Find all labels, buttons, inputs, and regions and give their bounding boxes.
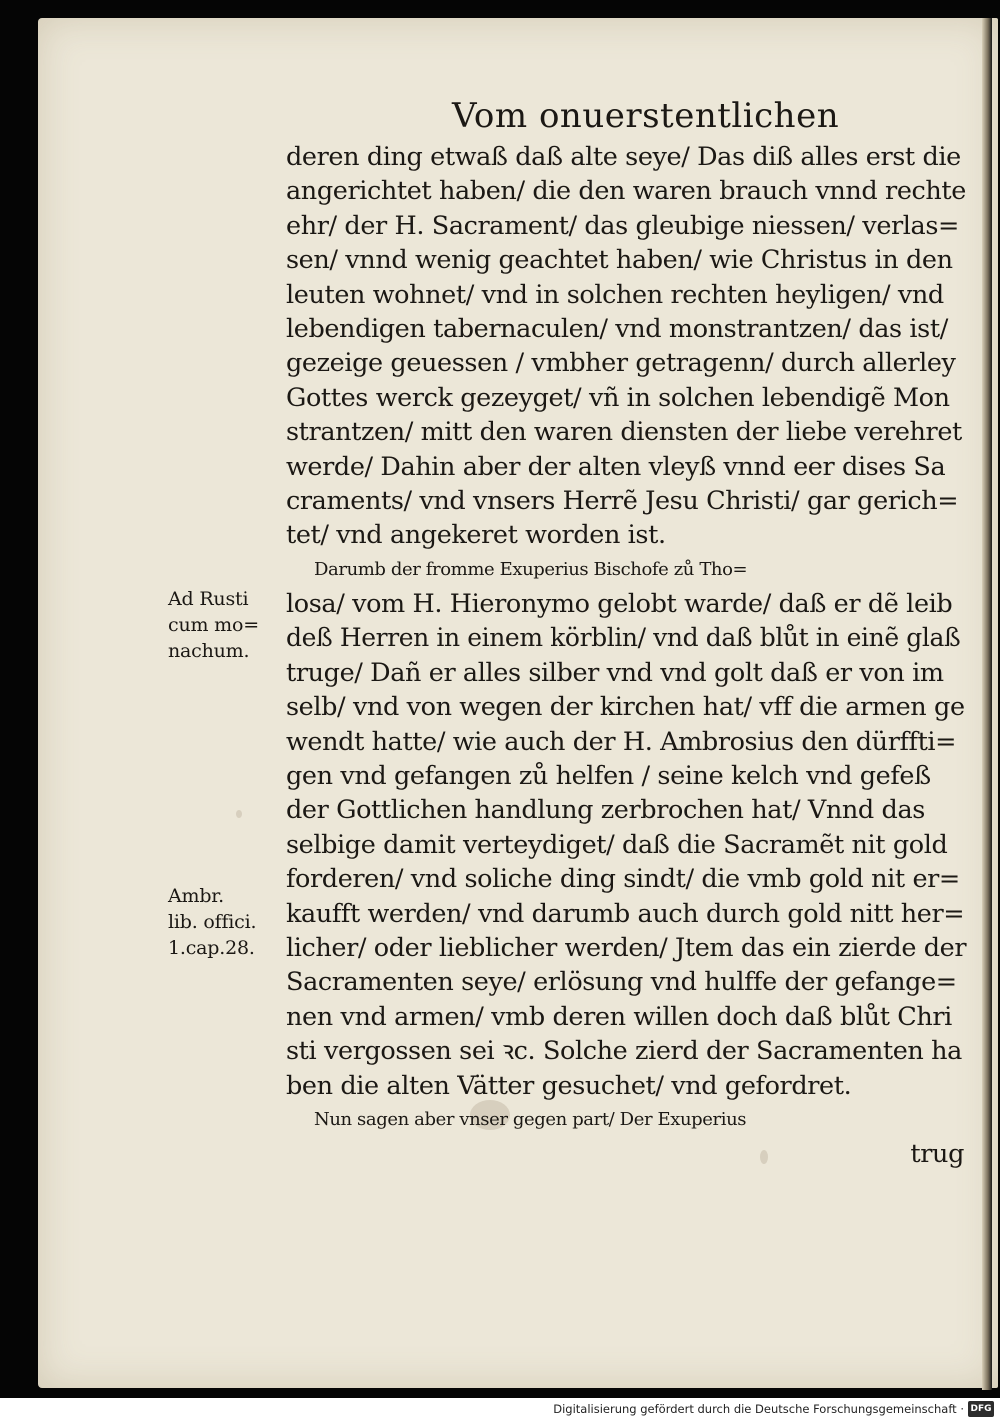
page-edge — [982, 18, 992, 1390]
text-line: kaufft werden/ vnd darumb auch durch gold nitt her= — [286, 898, 965, 929]
text-line: gen vnd gefangen zů helfen / seine kelch vnd gefeß — [286, 761, 931, 792]
margin-note — [168, 883, 273, 961]
text-line: sen/ vnnd wenig geachtet haben/ wie Christus in den — [286, 245, 953, 276]
text-line: ben die alten Vätter gesuchet/ vnd gefordret. — [286, 1070, 852, 1101]
text-line: lebendigen tabernaculen/ vnd monstrantzen/ das ist/ — [286, 313, 948, 344]
text-line: leuten wohnet/ vnd in solchen rechten heyligen/ vnd — [286, 279, 944, 310]
text-line: wendt hatte/ wie auch der H. Ambrosius den dürffti= — [286, 726, 957, 757]
text-line: angerichtet haben/ die den waren brauch vnnd rechte — [286, 176, 966, 207]
margin-note-line: Ad Rusti — [168, 588, 249, 610]
text-line: selb/ vnd von wegen der kirchen hat/ vff die armen ge — [286, 692, 965, 723]
paper-stain — [236, 810, 242, 818]
text-line: werde/ Dahin aber der alten vleyß vnnd eer dises Sa — [286, 451, 946, 482]
text-line: losa/ vom H. Hieronymo gelobt warde/ daß er dẽ leib — [286, 589, 953, 620]
text-line: licher/ oder lieblicher werden/ Jtem das ein zierde der — [286, 932, 967, 963]
margin-note-line: nachum. — [168, 640, 250, 662]
text-line: Sacramenten seye/ erlösung vnd hulffe der gefange= — [286, 967, 957, 998]
text-line: strantzen/ mitt den waren diensten der liebe verehret — [286, 417, 962, 448]
text-line: sti vergossen sei ꝛc. Solche zierd der Sacramenten ha — [286, 1036, 962, 1067]
text-line: forderen/ vnd soliche ding sindt/ die vmb gold nit er= — [286, 864, 960, 895]
margin-note-line: Ambr. — [168, 885, 224, 907]
catchword: trug — [910, 1139, 964, 1170]
text-line: Nun sagen aber vnser gegen part/ Der Exuperius — [314, 1108, 747, 1130]
text-line: der Gottlichen handlung zerbrochen hat/ Vnnd das — [286, 795, 925, 826]
text-line: craments/ vnd vnsers Herrẽ Jesu Christi/ gar gerich= — [286, 485, 959, 516]
running-head: Vom onuerstentlichen — [452, 96, 840, 136]
text-line: Gottes werck gezeyget/ vñ in solchen lebendigẽ Mon — [286, 382, 950, 413]
margin-note-line: cum mo= — [168, 614, 259, 636]
text-line: selbige damit verteydiget/ daß die Sacramẽt nit gold — [286, 829, 948, 860]
body-text — [286, 140, 967, 1172]
text-line: deren ding etwaß daß alte seye/ Das diß alles erst die — [286, 142, 961, 172]
text-line: tet/ vnd angekeret worden ist. — [286, 520, 666, 551]
text-line: deß Herren in einem körblin/ vnd daß blůt in einẽ glaß — [286, 623, 961, 653]
margin-note-line: lib. offici. — [168, 911, 257, 933]
text-line: nen vnd armen/ vmb deren willen doch daß blůt Chri — [286, 1001, 952, 1032]
funding-credit: Digitalisierung gefördert durch die Deutsche Forschungsgemeinschaft · — [553, 1402, 964, 1416]
margin-note — [168, 586, 273, 664]
text-line: Darumb der fromme Exuperius Bischofe zů Tho= — [314, 558, 748, 580]
text-line: truge/ Dañ er alles silber vnd vnd golt daß er von im — [286, 657, 944, 688]
dfg-logo: DFG — [968, 1401, 994, 1417]
text-line: gezeige geuessen / vmbher getragenn/ durch allerley — [286, 348, 956, 379]
footer-bar — [0, 1398, 1000, 1421]
text-line: ehr/ der H. Sacrament/ das gleubige niessen/ verlas= — [286, 210, 960, 241]
margin-note-line: 1.cap.28. — [168, 937, 255, 959]
